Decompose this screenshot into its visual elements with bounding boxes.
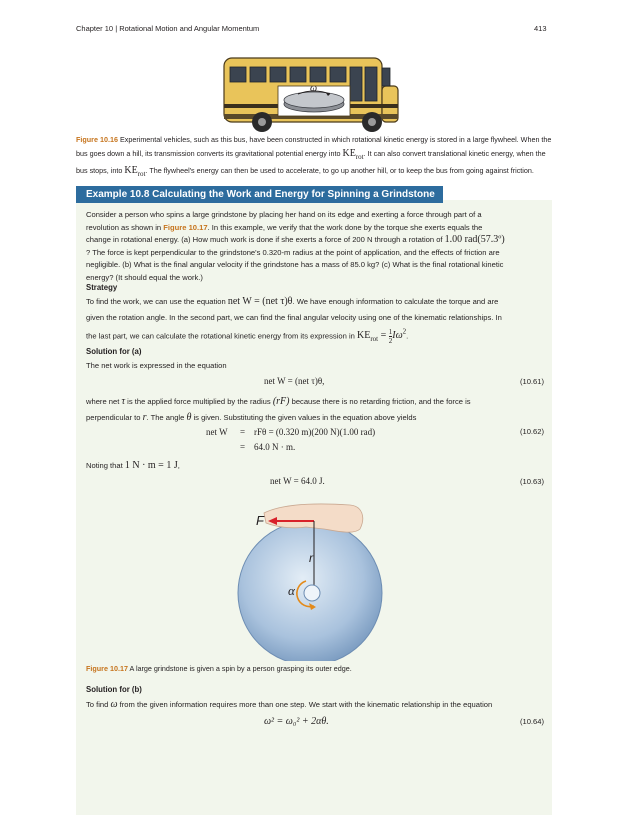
running-header-page-number: 413 xyxy=(534,24,547,33)
figure-10-16-bus-illustration xyxy=(222,56,402,134)
solution-a-heading: Solution for (a) xyxy=(86,347,142,356)
equation-number-10-63: (10.63) xyxy=(519,477,544,486)
equation-number-10-64: (10.64) xyxy=(519,717,544,726)
grindstone-hub xyxy=(304,585,320,601)
figure-10-17-grindstone-illustration xyxy=(236,489,384,661)
flywheel-top xyxy=(284,92,344,108)
equation-10-62-rhs-2: 64.0 N · m. xyxy=(254,442,296,452)
equation-10-62-rhs-1: rFθ = (0.320 m)(200 N)(1.00 rad) xyxy=(254,427,376,437)
omega-label: ω xyxy=(310,83,318,94)
equation-10-62-equals-2: = xyxy=(240,442,246,452)
example-title: Example 10.8 Calculating the Work and Energy for Spinning a Grindstone xyxy=(76,186,443,203)
solution-b-heading: Solution for (b) xyxy=(86,685,142,694)
example-intro: Consider a person who spins a large grindstone by placing her hand on its edge and exerting a force through part of a revolution as shown in Figure 10.17. In this example, we verify that the work done by the torque she exerts equals the change in rotational energy. (a) How much work is done if she exerts a force of 200 N through a rotation of 1.00 rad(57.3º) ? The force is kept perpendicular to the grindstone's 0.320-m radius at the point of application, and the effects of friction are negligible. (b) What is the final angular velocity if the grindstone has a mass of 85.0 kg? (c) What is the final rotational kinetic energy? (It should equal the work.) xyxy=(86,210,505,282)
noting-text: Noting that 1 N · m = 1 J, xyxy=(86,460,180,471)
equation-number-10-62: (10.62) xyxy=(519,427,544,436)
figure-10-16-caption: Figure 10.16 Experimental vehicles, such as this bus, have been constructed in which rotational kinetic energy is stored in a large flywheel. When the bus goes down a hill, its transmission converts its gravitational potential energy into $KE_{rot}$. It can also convert translational kinetic energy, when the bus stops, into $KE_{rot}$. The flywheel's energy can then be used to accelerate, to go up another hill, or to keep the bus from going against friction. xyxy=(76,135,552,178)
label-alpha: α xyxy=(288,583,295,598)
equation-10-61: net W = (net τ)θ, xyxy=(264,376,325,386)
strategy-heading: Strategy xyxy=(86,283,118,292)
strategy-text: To find the work, we can use the equation net W = (net τ)θ. We have enough information to calculate the torque and are given the rotation angle. In the second part, we can find the final angular velocity using one of the kinematic relationships. In the last part, we can calculate the rotational kinetic energy from its expression in $KE_{rot}$ = $\frac{1}{2}$ $I\omega^2$. xyxy=(86,296,502,345)
figure-10-17-link[interactable]: Figure 10.17 xyxy=(163,222,208,232)
equation-10-62-equals-1: = xyxy=(240,427,246,437)
equation-10-63: net W = 64.0 J. xyxy=(270,476,325,486)
equation-10-64: ω² = ω₀² + 2αθ. xyxy=(264,716,329,727)
figure-10-17-caption: Figure 10.17 A large grindstone is given a spin by a person grasping its outer edge. xyxy=(86,664,352,673)
equation-10-62-lhs: net W xyxy=(206,427,228,437)
label-F: F xyxy=(256,513,264,528)
solution-b-text: To find ω from the given information requires more than one step. We start with the kinematic relationship in the equation xyxy=(86,699,493,710)
running-header-chapter: Chapter 10 | Rotational Motion and Angular Momentum xyxy=(76,24,260,33)
solution-a-explanation: where net τ is the applied force multiplied by the radius (rF) because there is no retarding friction, and the force is perpendicular to r. The angle θ is given. Substituting the given values in the equation above yields xyxy=(86,396,471,423)
equation-number-10-61: (10.61) xyxy=(519,377,544,386)
label-r: r xyxy=(309,551,313,565)
solution-a-text: The net work is expressed in the equation xyxy=(86,361,227,370)
caption-label: Figure 10.16 xyxy=(76,135,118,144)
